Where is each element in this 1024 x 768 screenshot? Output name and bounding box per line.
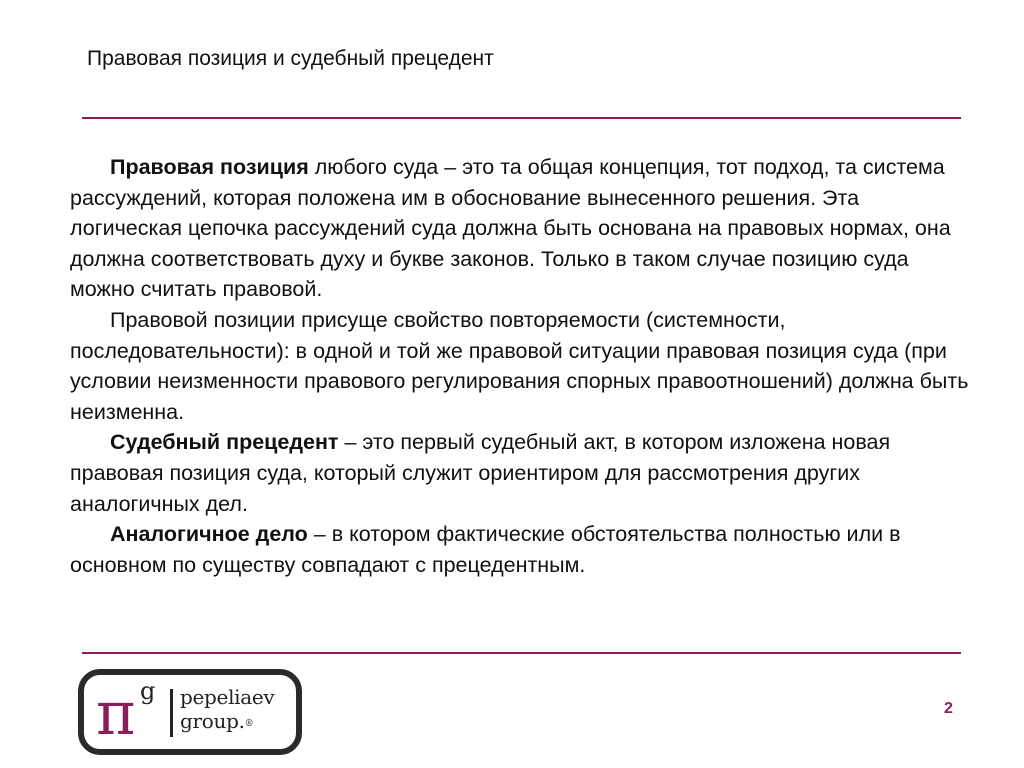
paragraph-text: Правовой позиции присуще свойство повторяемости (системности, последовательности): в одной и той же правовой ситуации правовая позиция суда (при условии неизменности правового регулирования спорных правоотношений) должна быть неизменна. <box>70 307 969 424</box>
paragraph-legal-position <box>70 152 970 305</box>
logo-superscript: g <box>140 677 156 705</box>
top-divider <box>82 117 961 119</box>
term-analogous-case: Аналогичное дело <box>110 522 308 547</box>
bottom-divider <box>82 652 961 654</box>
body-text <box>70 152 970 580</box>
term-legal-position: Правовая позиция <box>110 155 309 179</box>
paragraph-text: – в котором фактические обстоятельства полностью или в основном по существу совпадают с прецедентным. <box>70 522 901 577</box>
paragraph-repeatability <box>70 305 970 427</box>
logo-line1: pepeliaev <box>180 685 275 709</box>
paragraph-text: – это первый судебный акт, в котором изложена новая правовая позиция суда, который служит ориентиром для рассмотрения других аналогичных дел. <box>70 430 891 516</box>
logo-pi-symbol: π <box>96 679 136 749</box>
slide-title: Правовая позиция и судебный прецедент <box>87 47 494 70</box>
logo-divider <box>170 689 173 737</box>
logo-registered-mark: ® <box>244 719 254 729</box>
paragraph-text: любого суда – это та общая концепция, тот подход, та система рассуждений, которая положена им в обоснование вынесенного решения. Эта логическая цепочка рассуждений суда должна быть основана на правовых нормах, она должна соответствовать духу и букве законов. Только в таком случае позицию суда можно считать правовой. <box>70 155 951 302</box>
page-number: 2 <box>944 700 953 717</box>
logo-line2: group. <box>180 709 245 733</box>
paragraph-judicial-precedent <box>70 427 970 519</box>
term-judicial-precedent: Судебный прецедент <box>110 430 339 455</box>
logo-line2-wrap <box>180 709 253 736</box>
paragraph-analogous-case <box>70 519 970 580</box>
pepeliaev-group-logo <box>78 669 302 755</box>
